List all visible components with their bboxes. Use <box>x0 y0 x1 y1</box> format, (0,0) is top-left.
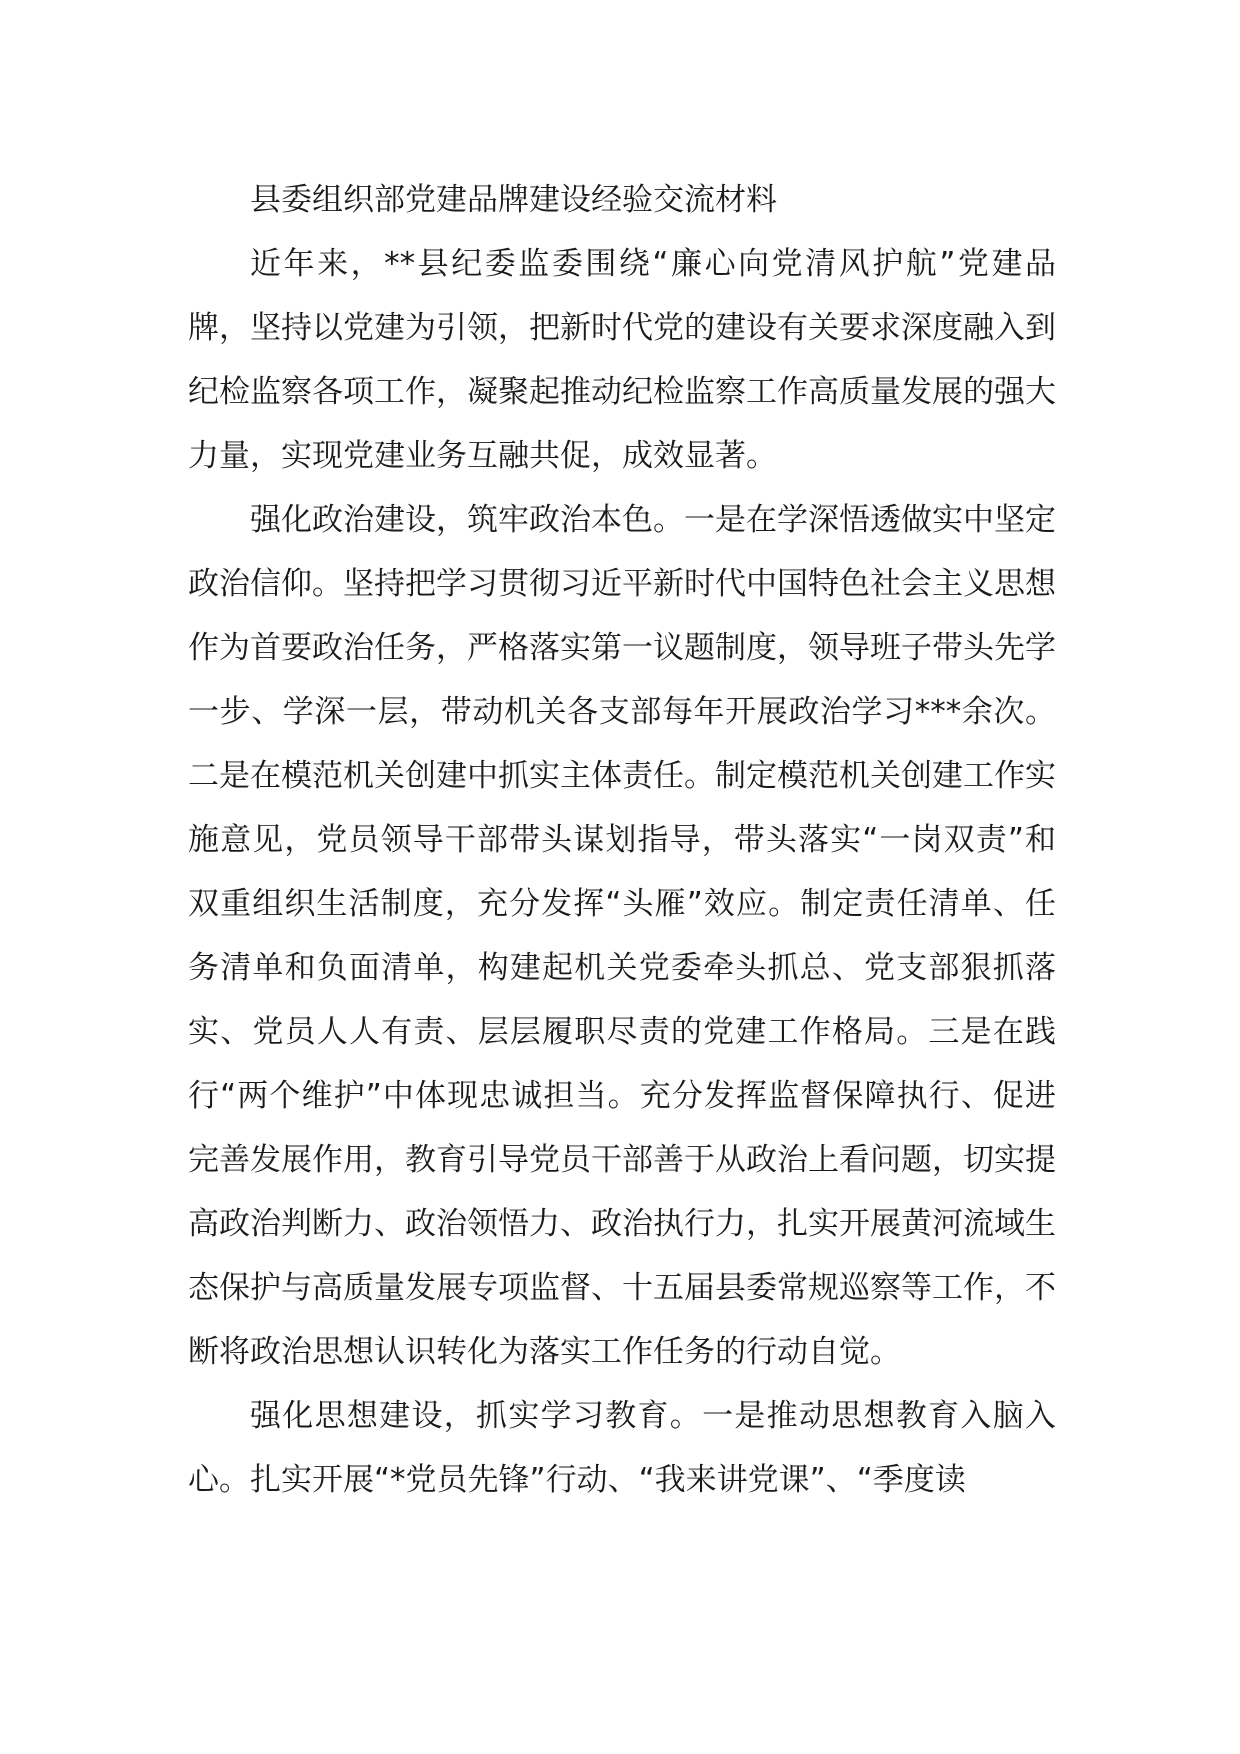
paragraph-ideological-construction: 强化思想建设，抓实学习教育。一是推动思想教育入脑入心。扎实开展“*党员先锋”行动、“我来讲党课”、“季度读 <box>188 1398 1056 1498</box>
paragraph-political-construction: 强化政治建设，筑牢政治本色。一是在学深悟透做实中坚定政治信仰。坚持把学习贯彻习近平新时代中国特色社会主义思想作为首要政治任务，严格落实第一议题制度，领导班子带头先学一步、学深一层，带动机关各支部每年开展政治学习***余次。二是在模范机关创建中抓实主体责任。制定模范机关创建工作实施意见，党员领导干部带头谋划指导，带头落实“一岗双责”和双重组织生活制度，充分发挥“头雁”效应。制定责任清单、任务清单和负面清单，构建起机关党委牵头抓总、党支部狠抓落实、党员人人有责、层层履职尽责的党建工作格局。三是在践行“两个维护”中体现忠诚担当。充分发挥监督保障执行、促进完善发展作用，教育引导党员干部善于从政治上看问题，切实提高政治判断力、政治领悟力、政治执行力，扎实开展黄河流域生态保护与高质量发展专项监督、十五届县委常规巡察等工作，不断将政治思想认识转化为落实工作任务的行动自觉。 <box>188 502 1056 1370</box>
document-title: 县委组织部党建品牌建设经验交流材料 <box>250 182 777 218</box>
paragraph-intro: 近年来，**县纪委监委围绕“廉心向党清风护航”党建品牌，坚持以党建为引领，把新时代党的建设有关要求深度融入到纪检监察各项工作，凝聚起推动纪检监察工作高质量发展的强大力量，实现党建业务互融共促，成效显著。 <box>188 246 1056 474</box>
document-body <box>188 168 1056 1512</box>
